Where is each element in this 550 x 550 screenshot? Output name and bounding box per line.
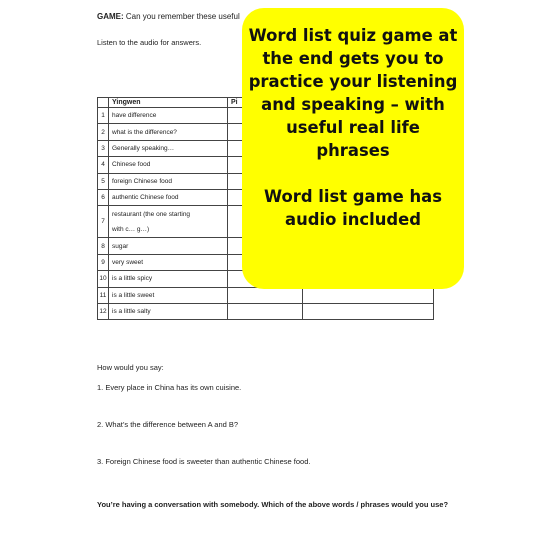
row-phrase: Chinese food — [109, 157, 228, 173]
row-phrase: is a little sweet — [109, 287, 228, 303]
row-phrase: is a little salty — [109, 303, 228, 319]
row-number: 5 — [98, 173, 109, 189]
questions-heading: How would you say: — [97, 363, 164, 372]
question-2: 2. What’s the difference between A and B? — [97, 420, 239, 429]
row-phrase-line: with c… g…) — [112, 225, 150, 233]
row-number: 2 — [98, 124, 109, 140]
table-row — [98, 303, 434, 319]
row-phrase: Generally speaking… — [109, 140, 228, 156]
row-number: 12 — [98, 303, 109, 319]
row-phrase: very sweet — [109, 254, 228, 270]
question-1: 1. Every place in China has its own cuisine. — [97, 383, 242, 392]
row-number: 7 — [98, 206, 109, 238]
row-phrase: what is the difference? — [109, 124, 228, 140]
promo-paragraph-2: Word list game has audio included — [264, 187, 442, 229]
table-row — [98, 287, 434, 303]
promo-paragraph-1: Word list quiz game at the end gets you to practice your listening and speaking – with useful real life phrases — [248, 26, 458, 160]
row-number: 9 — [98, 254, 109, 270]
row-phrase: is a little spicy — [109, 271, 228, 287]
row-number: 6 — [98, 189, 109, 205]
row-number: 11 — [98, 287, 109, 303]
instruction-text: Listen to the audio for answers. — [97, 38, 202, 47]
header-pinyin: Pi — [228, 98, 303, 108]
row-phrase-line: restaurant (the one starting — [112, 210, 191, 218]
answer-cell[interactable] — [228, 303, 303, 319]
row-number: 1 — [98, 108, 109, 124]
answer-cell[interactable] — [228, 287, 303, 303]
row-number: 8 — [98, 238, 109, 254]
row-number: 4 — [98, 157, 109, 173]
question-3: 3. Foreign Chinese food is sweeter than authentic Chinese food. — [97, 457, 311, 466]
row-phrase: authentic Chinese food — [109, 189, 228, 205]
row-phrase: sugar — [109, 238, 228, 254]
row-phrase: foreign Chinese food — [109, 173, 228, 189]
answer-cell[interactable] — [303, 287, 434, 303]
header-number — [98, 98, 109, 108]
row-number: 10 — [98, 271, 109, 287]
game-heading — [97, 12, 240, 21]
promo-callout — [242, 8, 464, 289]
game-label: GAME: — [97, 12, 124, 21]
row-phrase — [109, 206, 228, 238]
row-phrase: have difference — [109, 108, 228, 124]
conversation-prompt: You’re having a conversation with somebody. Which of the above words / phrases would you use? — [97, 500, 449, 509]
game-text: Can you remember these useful — [125, 12, 240, 21]
header-yingwen: Yingwen — [109, 98, 228, 108]
row-number: 3 — [98, 140, 109, 156]
answer-cell[interactable] — [303, 303, 434, 319]
